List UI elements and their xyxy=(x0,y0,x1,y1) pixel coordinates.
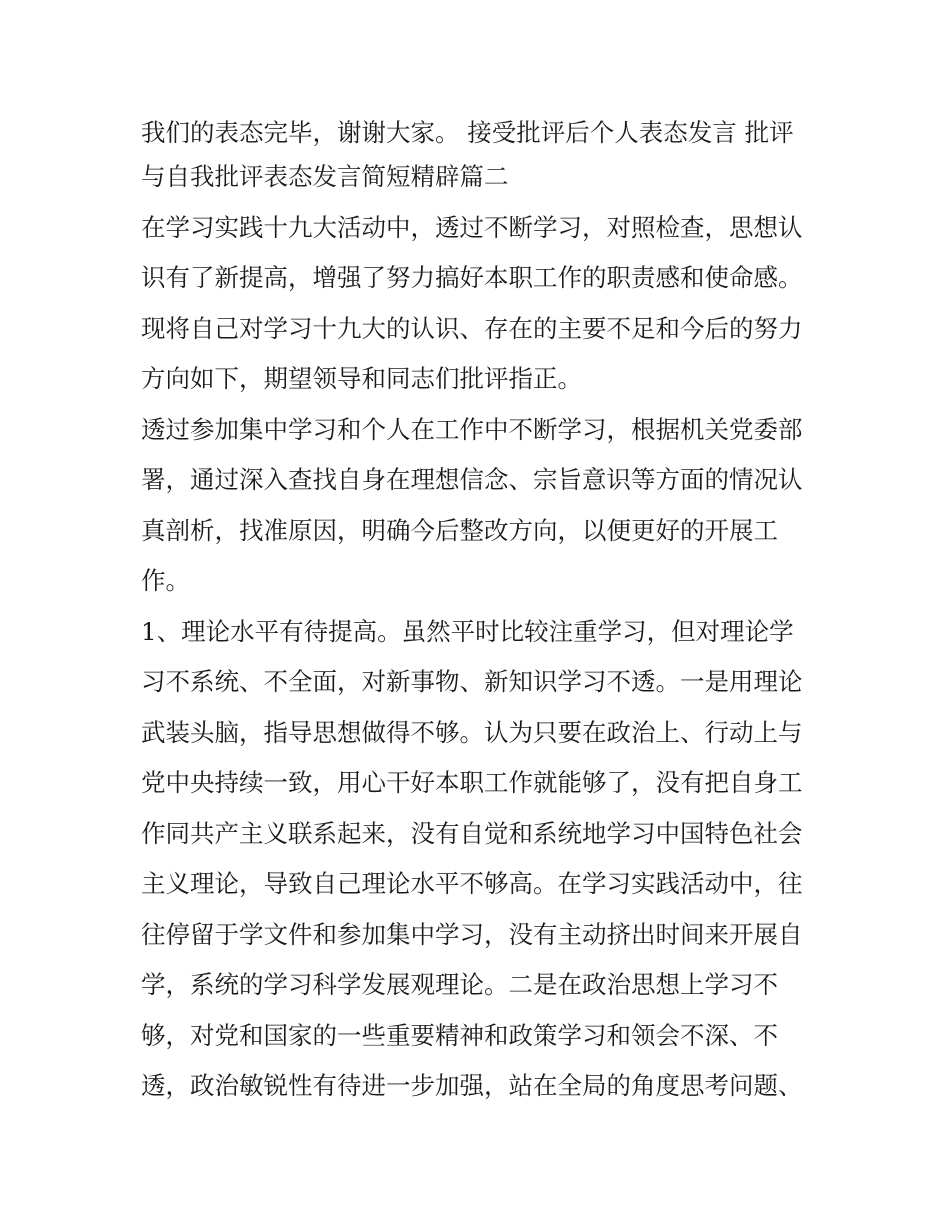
text-line: 1、理论水平有待提高。虽然平时比较注重学习，但对理论学 xyxy=(141,616,794,646)
text-line: 识有了新提高，增强了努力搞好本职工作的职责感和使命感。 xyxy=(141,263,803,292)
text-line: 在学习实践十九大活动中，透过不断学习，对照检查，思想认 xyxy=(141,212,803,242)
text-line: 方向如下，期望领导和同志们批评指正。 xyxy=(141,364,582,393)
text-line: 武装头脑，指导思想做得不够。认为只要在政治上、行动上与 xyxy=(141,717,803,747)
text-line: 透过参加集中学习和个人在工作中不断学习，根据机关党委部 xyxy=(141,414,803,444)
text-line: 学，系统的学习科学发展观理论。二是在政治思想上学习不 xyxy=(141,970,778,999)
text-line: 往停留于学文件和参加集中学习，没有主动挤出时间来开展自 xyxy=(141,919,803,949)
text-line: 够，对党和国家的一些重要精神和政策学习和领会不深、不 xyxy=(141,1020,778,1050)
text-line: 作。 xyxy=(141,566,190,595)
body-text xyxy=(141,108,821,1112)
text-line: 习不系统、不全面，对新事物、新知识学习不透。一是用理论 xyxy=(141,667,803,696)
text-line: 我们的表态完毕，谢谢大家。 接受批评后个人表态发言 批评 xyxy=(141,118,794,147)
text-line: 主义理论，导致自己理论水平不够高。在学习实践活动中，往 xyxy=(141,869,803,898)
text-line: 作同共产主义联系起来，没有自觉和系统地学习中国特色社会 xyxy=(141,818,803,848)
text-line: 现将自己对学习十九大的认识、存在的主要不足和今后的努力 xyxy=(141,313,803,343)
text-line: 党中央持续一致，用心干好本职工作就能够了，没有把自身工 xyxy=(141,768,803,797)
text-line: 与自我批评表态发言简短精辟篇二 xyxy=(141,162,509,191)
text-line: 真剖析，找准原因，明确今后整改方向，以便更好的开展工 xyxy=(141,515,778,545)
text-line: 署，通过深入查找自身在理想信念、宗旨意识等方面的情况认 xyxy=(141,465,803,494)
text-line: 透，政治敏锐性有待进一步加强，站在全局的角度思考问题、 xyxy=(141,1071,803,1100)
